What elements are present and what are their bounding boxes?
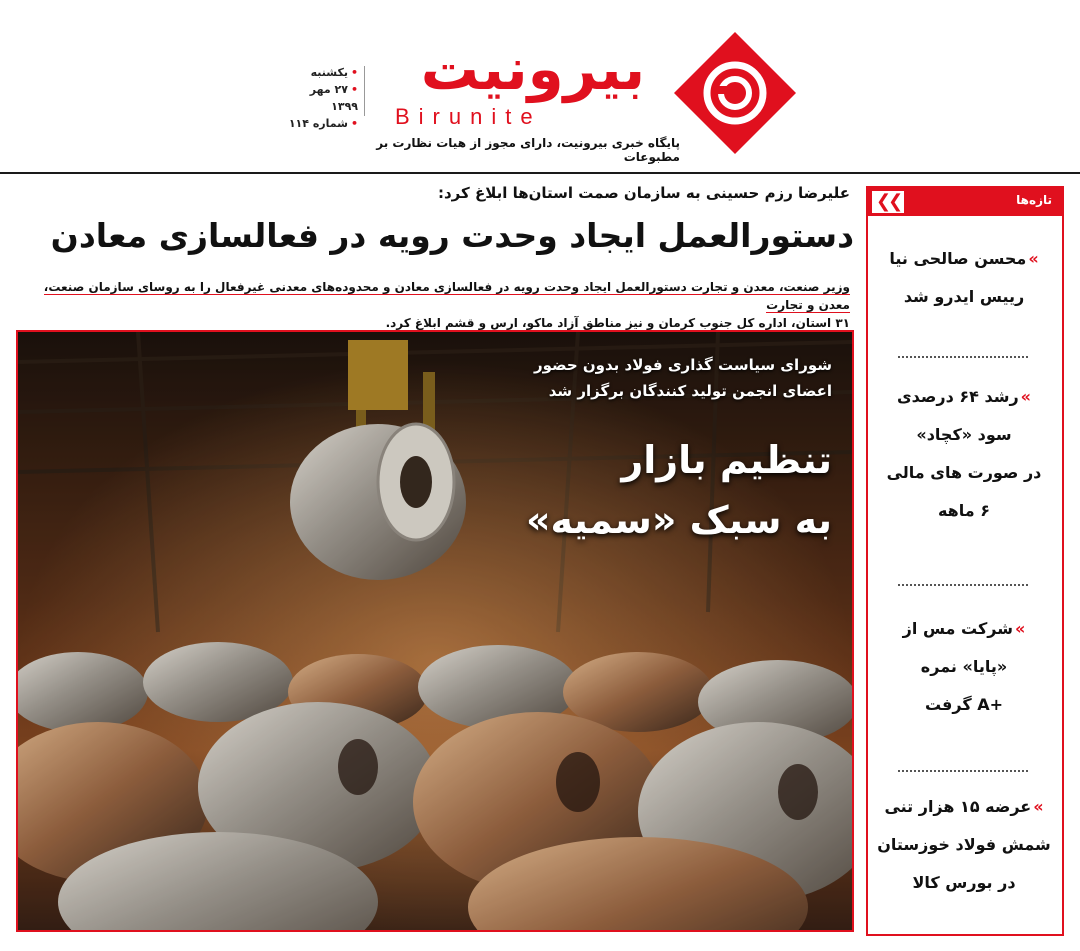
photo-subhead bbox=[412, 352, 832, 404]
brief-line: «پایا» نمره bbox=[920, 657, 1008, 676]
sidebar-divider bbox=[898, 770, 1028, 772]
logo-icon[interactable] bbox=[672, 30, 798, 156]
sidebar-item-1[interactable] bbox=[876, 240, 1052, 316]
photo-title-line-1: تنظیم بازار bbox=[621, 438, 832, 482]
brief-line: عرضه ۱۵ هزار تنی bbox=[884, 797, 1032, 816]
red-arrow-icon: » bbox=[1014, 619, 1026, 638]
sidebar-divider bbox=[898, 356, 1028, 358]
red-arrow-icon: » bbox=[1033, 797, 1044, 816]
brief-line: رشد ۶۴ درصدی bbox=[897, 387, 1019, 406]
brief-line: سود «کچاد» bbox=[916, 425, 1012, 444]
red-arrow-icon: » bbox=[1020, 387, 1031, 406]
issue-day: • یکشنبه bbox=[288, 64, 358, 81]
brief-line: در بورس کالا bbox=[912, 873, 1016, 892]
lead-kicker: علیرضا رزم حسینی به سازمان صمت استان‌ها ابلاغ کرد: bbox=[437, 184, 850, 202]
lead-summary-line-1: وزیر صنعت، معدن و تجارت دستورالعمل ایجاد وحدت رویه در فعالسازی معادن و محدوده‌های معدنی غیرفعال را به روسای سازمان صنعت، معدن و تجارت bbox=[43, 280, 850, 312]
sidebar-title: تازه‌ها bbox=[1016, 193, 1052, 207]
chevron-left-icon: ❮❮ bbox=[872, 191, 904, 213]
brief-line: +A گرفت bbox=[924, 695, 1004, 714]
red-arrow-icon: » bbox=[1028, 249, 1039, 268]
lead-photo[interactable] bbox=[16, 330, 854, 932]
logo-wordmark[interactable]: بیرونیت bbox=[420, 35, 646, 103]
issue-divider bbox=[364, 66, 365, 116]
issue-info bbox=[288, 64, 358, 132]
sidebar-item-4[interactable] bbox=[876, 788, 1052, 902]
sidebar-item-3[interactable] bbox=[876, 610, 1052, 724]
issue-number: • شماره ۱۱۴ bbox=[288, 115, 358, 132]
masthead-rule bbox=[0, 172, 1080, 174]
news-sidebar bbox=[866, 186, 1064, 936]
brief-line: محسن صالحی نیا bbox=[889, 249, 1027, 268]
brief-line: ۶ ماهه bbox=[937, 501, 991, 520]
lead-summary bbox=[20, 278, 850, 332]
logo-latin-wordmark: Birunite bbox=[395, 104, 542, 129]
brief-line: در صورت های مالی bbox=[886, 463, 1042, 482]
photo-subhead-line-1: شورای سیاست گذاری فولاد بدون حضور bbox=[534, 356, 832, 374]
sidebar-header bbox=[868, 188, 1062, 216]
lead-summary-line-2: ۳۱ استان، اداره کل جنوب کرمان و نیز مناطق آزاد ماکو، ارس و قشم ابلاغ کرد. bbox=[385, 316, 850, 330]
brief-line: شرکت مس از bbox=[902, 619, 1013, 638]
brief-line: شمش فولاد خوزستان bbox=[877, 835, 1051, 854]
sidebar-divider bbox=[898, 584, 1028, 586]
photo-subhead-line-2: اعضای انجمن تولید کنندگان برگزار شد bbox=[548, 382, 832, 400]
photo-title[interactable] bbox=[412, 430, 832, 550]
lead-headline[interactable]: دستورالعمل ایجاد وحدت رویه در فعالسازی معادن bbox=[50, 216, 854, 255]
brief-line: رییس ایدرو شد bbox=[903, 287, 1025, 306]
issue-date: • ۲۷ مهر ۱۳۹۹ bbox=[288, 81, 358, 115]
tagline: پایگاه خبری بیرونیت، دارای مجوز از هیات نظارت بر مطبوعات bbox=[376, 136, 680, 164]
masthead bbox=[0, 0, 1080, 172]
steel-coils-illustration bbox=[18, 332, 852, 930]
sidebar-item-2[interactable] bbox=[876, 378, 1052, 530]
photo-title-line-2: به سبک «سمیه» bbox=[525, 498, 832, 542]
